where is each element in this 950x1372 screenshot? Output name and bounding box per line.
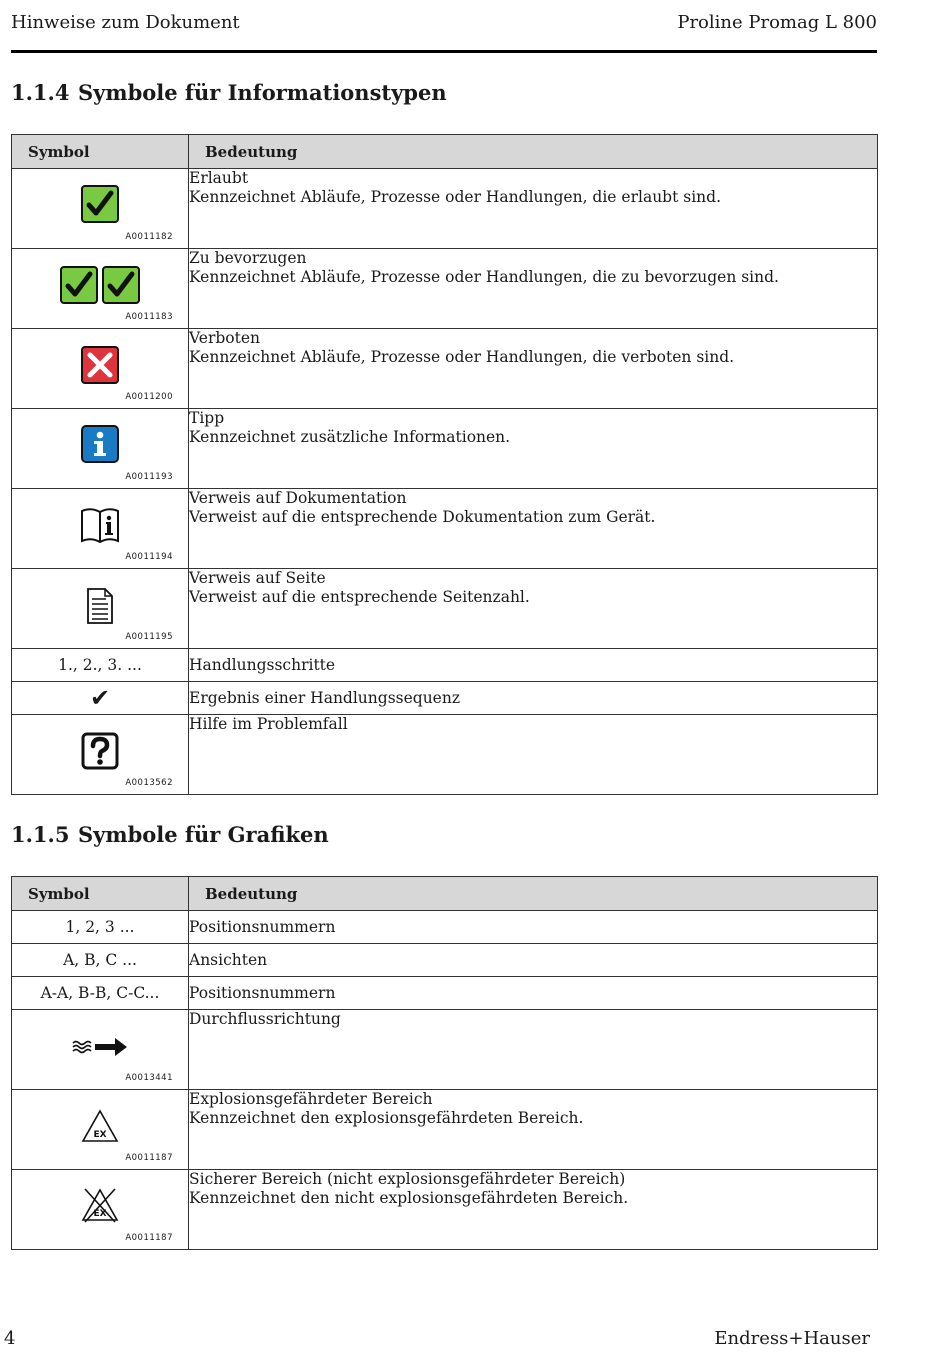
figure-code: A0011195 xyxy=(125,632,173,642)
symbol-cell xyxy=(12,1170,189,1250)
table-row xyxy=(12,649,878,682)
page-icon xyxy=(86,587,114,625)
symbol-text: A, B, C ... xyxy=(63,951,137,969)
header-rule xyxy=(11,50,877,53)
table-row xyxy=(12,409,878,489)
table-row xyxy=(12,249,878,329)
meaning-cell xyxy=(189,1010,878,1090)
table-row xyxy=(12,1170,878,1250)
symbol-cell xyxy=(12,944,189,977)
flow-direction-icon xyxy=(71,1037,129,1057)
book-info-icon xyxy=(80,506,120,544)
forbidden-icon xyxy=(81,346,119,384)
check-icon xyxy=(81,185,119,223)
double-check-icon xyxy=(60,266,140,304)
graphics-symbol-table xyxy=(11,876,878,1250)
section-number: 1.1.5 xyxy=(11,822,70,847)
meaning-cell xyxy=(189,329,878,409)
symbol-cell xyxy=(12,169,189,249)
col-header-symbol: Symbol xyxy=(12,135,189,169)
meaning-cell xyxy=(189,715,878,795)
meaning-cell xyxy=(189,409,878,489)
meaning-cell xyxy=(189,489,878,569)
meaning-cell xyxy=(189,249,878,329)
meaning-cell xyxy=(189,1170,878,1250)
symbol-cell xyxy=(12,911,189,944)
table-row xyxy=(12,1090,878,1170)
meaning-description: Verweist auf die entsprechende Seitenzahl. xyxy=(189,588,530,606)
svg-text:EX: EX xyxy=(93,1130,107,1140)
meaning-title: Handlungsschritte xyxy=(189,655,336,674)
meaning-description: Kennzeichnet den explosionsgefährdeten Bereich. xyxy=(189,1109,584,1127)
help-icon xyxy=(81,732,119,770)
meaning-title: Explosionsgefährdeter Bereich xyxy=(189,1090,433,1108)
figure-code: A0011200 xyxy=(125,392,173,402)
meaning-cell xyxy=(189,977,878,1010)
meaning-title: Verweis auf Dokumentation xyxy=(189,489,407,507)
meaning-title: Zu bevorzugen xyxy=(189,249,307,267)
meaning-title: Durchflussrichtung xyxy=(189,1010,341,1028)
symbol-text: A-A, B-B, C-C... xyxy=(40,984,160,1002)
svg-text:EX: EX xyxy=(93,1209,107,1219)
meaning-description: Verweist auf die entsprechende Dokumentation zum Gerät. xyxy=(189,508,656,526)
symbol-cell xyxy=(12,1090,189,1170)
symbol-cell xyxy=(12,569,189,649)
table-row xyxy=(12,1010,878,1090)
figure-code: A0011183 xyxy=(125,312,173,322)
section-heading-graphics xyxy=(11,822,329,847)
meaning-cell xyxy=(189,649,878,682)
info-icon xyxy=(81,425,119,463)
safe-zone-icon xyxy=(81,1187,119,1223)
symbol-cell xyxy=(12,249,189,329)
table-row xyxy=(12,569,878,649)
meaning-description: Kennzeichnet Abläufe, Prozesse oder Handlungen, die zu bevorzugen sind. xyxy=(189,268,779,286)
table-row xyxy=(12,169,878,249)
meaning-title: Hilfe im Problemfall xyxy=(189,715,348,733)
table-row xyxy=(12,977,878,1010)
meaning-title: Positionsnummern xyxy=(189,983,336,1002)
figure-code: A0013562 xyxy=(125,778,173,788)
brand-name: Endress+Hauser xyxy=(714,1328,870,1349)
meaning-description: Kennzeichnet Abläufe, Prozesse oder Handlungen, die verboten sind. xyxy=(189,348,735,366)
page-number: 4 xyxy=(4,1328,16,1349)
ex-zone-icon xyxy=(81,1109,119,1143)
page-header xyxy=(11,12,877,36)
symbol-cell xyxy=(12,649,189,682)
meaning-cell xyxy=(189,569,878,649)
meaning-title: Positionsnummern xyxy=(189,917,336,936)
symbol-text: 1, 2, 3 ... xyxy=(65,918,135,936)
section-title: Symbole für Grafiken xyxy=(78,822,329,847)
symbol-cell xyxy=(12,329,189,409)
figure-code: A0011194 xyxy=(125,552,173,562)
table-row xyxy=(12,489,878,569)
meaning-description: Kennzeichnet Abläufe, Prozesse oder Handlungen, die erlaubt sind. xyxy=(189,188,721,206)
info-symbol-table xyxy=(11,134,878,795)
symbol-cell xyxy=(12,409,189,489)
section-heading-info-types xyxy=(11,80,447,105)
table-row xyxy=(12,944,878,977)
symbol-text: 1., 2., 3. ... xyxy=(58,656,142,674)
figure-code: A0011193 xyxy=(125,472,173,482)
meaning-title: Erlaubt xyxy=(189,169,249,187)
meaning-title: Tipp xyxy=(189,409,225,427)
table-row xyxy=(12,715,878,795)
section-title: Symbole für Informationstypen xyxy=(78,80,447,105)
symbol-cell xyxy=(12,682,189,715)
meaning-cell xyxy=(189,911,878,944)
result-check-icon: ✔ xyxy=(89,684,111,712)
table-header-row xyxy=(12,877,878,911)
table-row xyxy=(12,682,878,715)
symbol-cell xyxy=(12,1010,189,1090)
meaning-description: Kennzeichnet zusätzliche Informationen. xyxy=(189,428,511,446)
meaning-cell xyxy=(189,944,878,977)
meaning-title: Verweis auf Seite xyxy=(189,569,326,587)
symbol-cell xyxy=(12,977,189,1010)
header-product-name: Proline Promag L 800 xyxy=(677,12,877,33)
meaning-title: Sicherer Bereich (nicht explosionsgefährdeter Bereich) xyxy=(189,1170,626,1188)
col-header-meaning: Bedeutung xyxy=(189,877,878,911)
meaning-title: Verboten xyxy=(189,329,260,347)
figure-code: A0011187 xyxy=(125,1153,173,1163)
meaning-title: Ergebnis einer Handlungssequenz xyxy=(189,688,461,707)
symbol-cell xyxy=(12,489,189,569)
meaning-description: Kennzeichnet den nicht explosionsgefährdeten Bereich. xyxy=(189,1189,629,1207)
header-section-title: Hinweise zum Dokument xyxy=(11,12,240,33)
section-number: 1.1.4 xyxy=(11,80,70,105)
meaning-cell xyxy=(189,169,878,249)
col-header-symbol: Symbol xyxy=(12,877,189,911)
table-row xyxy=(12,329,878,409)
table-row xyxy=(12,911,878,944)
figure-code: A0011187 xyxy=(125,1233,173,1243)
symbol-cell xyxy=(12,715,189,795)
col-header-meaning: Bedeutung xyxy=(189,135,878,169)
meaning-title: Ansichten xyxy=(189,950,268,969)
meaning-cell xyxy=(189,1090,878,1170)
meaning-cell xyxy=(189,682,878,715)
table-header-row xyxy=(12,135,878,169)
figure-code: A0013441 xyxy=(125,1073,173,1083)
figure-code: A0011182 xyxy=(125,232,173,242)
